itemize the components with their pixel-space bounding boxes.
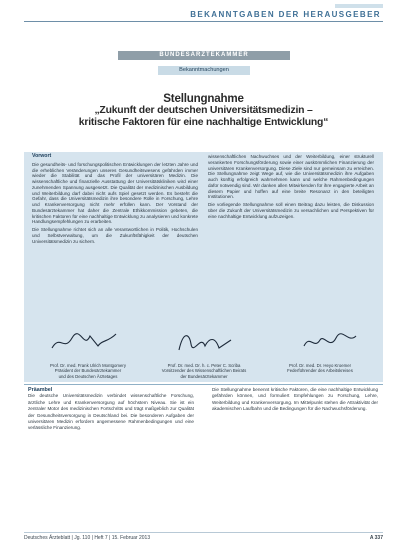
publisher-tag-label: BUNDESÄRZTEKAMMER — [159, 52, 249, 58]
headline-line-3: kritische Faktoren für eine nachhaltige Entwicklung“ — [78, 117, 329, 128]
foreword-heading: Vorwort — [32, 153, 52, 159]
publisher-tag — [118, 51, 290, 60]
headline — [40, 92, 367, 129]
foreword-paragraph-4: Die vorliegende Stellungnahme soll einen Beitrag dazu leisten, die Diskussion über die Zukunft der Universitätsmedizin zu versachlichen und Perspektiven für eine nachhaltige Entwicklung aufzuzeigen. — [208, 202, 374, 219]
foreword-paragraph-3: wissenschaftlichen Nachwuchses und der Weiterbildung, einer strukturell verankerten Forschungsförderung sowie einer auskömmlichen Finanzierung der universitären Krankenversorgung. Diese Ziele sind nur gemeinsam zu erreichen. Die Stellungnahme zeigt Wege auf, wie die Universitätsmedizin ihre Aufgaben auch künftig erfolgreich wahrnehmen kann und welche Rahmenbedingungen dafür notwendig sind. Wir danken allen Mitwirkenden für ihre engagierte Arbeit an diesem Papier und hoffen auf eine breite Resonanz in den beteiligten Institutionen. — [208, 154, 374, 200]
signature-caption-2 — [146, 363, 262, 379]
foreword-paragraph-1: Die gesundheits- und forschungspolitischen Entwicklungen der letzten Jahre und die erheblichen Veränderungen unseres Gesundheitswesens gefährden immer wieder die Stabilität und das Profil der universitären Medizin. Die wissenschaftliche und finanzielle Ausstattung der Universitätskliniken wird einer zunehmenden Spannung ausgesetzt. Die Qualität der medizinischen Ausbildung und Weiterbildung darf dabei nicht aufs Spiel gesetzt werden. Es besteht die Gefahr, dass die Universitätsmedizin ihre besondere Rolle in Forschung, Lehre und Krankenversorgung nicht mehr erfüllen kann. Der Vorstand der Bundesärztekammer hat daher die Zentrale Ethikkommission gebeten, die kritischen Faktoren für eine nachhaltige Entwicklung zu analysieren und konkrete Handlungsempfehlungen zu erarbeiten. — [32, 161, 198, 225]
footer-rule — [24, 532, 383, 533]
page-number: A 337 — [369, 535, 383, 541]
signature-3 — [300, 330, 360, 350]
accent-stripe — [335, 4, 383, 8]
top-bar — [0, 0, 407, 28]
signer-2-role-1: Vorsitzender des Wissenschaftlichen Beirats — [161, 368, 247, 374]
header-rule — [24, 21, 383, 22]
signer-3-name: Prof. Dr. med. Dr. Heyo Kroemer — [288, 363, 352, 368]
signer-1-name: Prof. Dr. med. Frank Ulrich Montgomery — [50, 363, 126, 368]
headline-line-1: Stellungnahme — [163, 92, 244, 105]
signature-1 — [50, 330, 120, 350]
foreword-paragraph-2: Die Stellungnahme richtet sich an alle Verantwortlichen in Politik, Hochschulen und Selbstverwaltung, um die Zukunftsfähigkeit der deutschen Universitätsmedizin zu sichern. — [32, 227, 198, 244]
section-divider — [24, 384, 383, 385]
section-title: BEKANNTGABEN DER HERAUSGEBER — [190, 10, 381, 19]
category-tag: Bekanntmachungen — [158, 66, 250, 75]
page-footer — [24, 535, 383, 541]
journal-citation: Deutsches Ärzteblatt | Jg. 110 | Heft 7 | 15. Februar 2013 — [24, 535, 151, 541]
foreword-left-column — [32, 154, 198, 246]
preamble-heading: Präambel — [28, 387, 53, 393]
preamble-left-column — [28, 387, 194, 432]
signature-caption-1 — [30, 363, 146, 379]
signer-2-role-2: der Bundesärztekammer — [180, 373, 228, 379]
signer-1-role-2: und des Deutschen Ärztetages — [58, 373, 118, 379]
foreword-right-column — [208, 154, 374, 221]
signature-2 — [175, 330, 235, 350]
preamble-right-column — [212, 387, 378, 413]
signer-3-role-1: Federführender des Arbeitskreises — [287, 368, 353, 374]
signature-caption-3 — [262, 363, 378, 374]
preamble-paragraph-1: Die deutsche Universitätsmedizin verbindet wissenschaftliche Forschung, ärztliche Lehre und Krankenversorgung auf höchstem Niveau. Sie ist ein zentraler Motor des medizinischen Fortschritts und trägt maßgeblich zur Qualität der Gesundheitsversorgung in Deutschland bei. Die besonderen Aufgaben der universitären Medizin erfordern angemessene Rahmenbedingungen und eine verlässliche Finanzierung. — [28, 393, 194, 431]
preamble-paragraph-2: Die Stellungnahme benennt kritische Faktoren, die eine nachhaltige Entwicklung gefährden können, und formuliert Empfehlungen zu Forschung, Lehre, Weiterbildung und Krankenversorgung. Im Mittelpunkt stehen die Attraktivität der akademischen Laufbahn und die Bedingungen für die Nachwuchsförderung. — [212, 387, 378, 412]
signer-2-name: Prof. Dr. med. Dr. h. c. Peter C. Scriba — [167, 363, 241, 368]
signer-1-role-1: Präsident der Bundesärztekammer — [54, 368, 122, 374]
headline-line-2: „Zukunft der deutschen Universitätsmedizin – — [94, 105, 313, 116]
